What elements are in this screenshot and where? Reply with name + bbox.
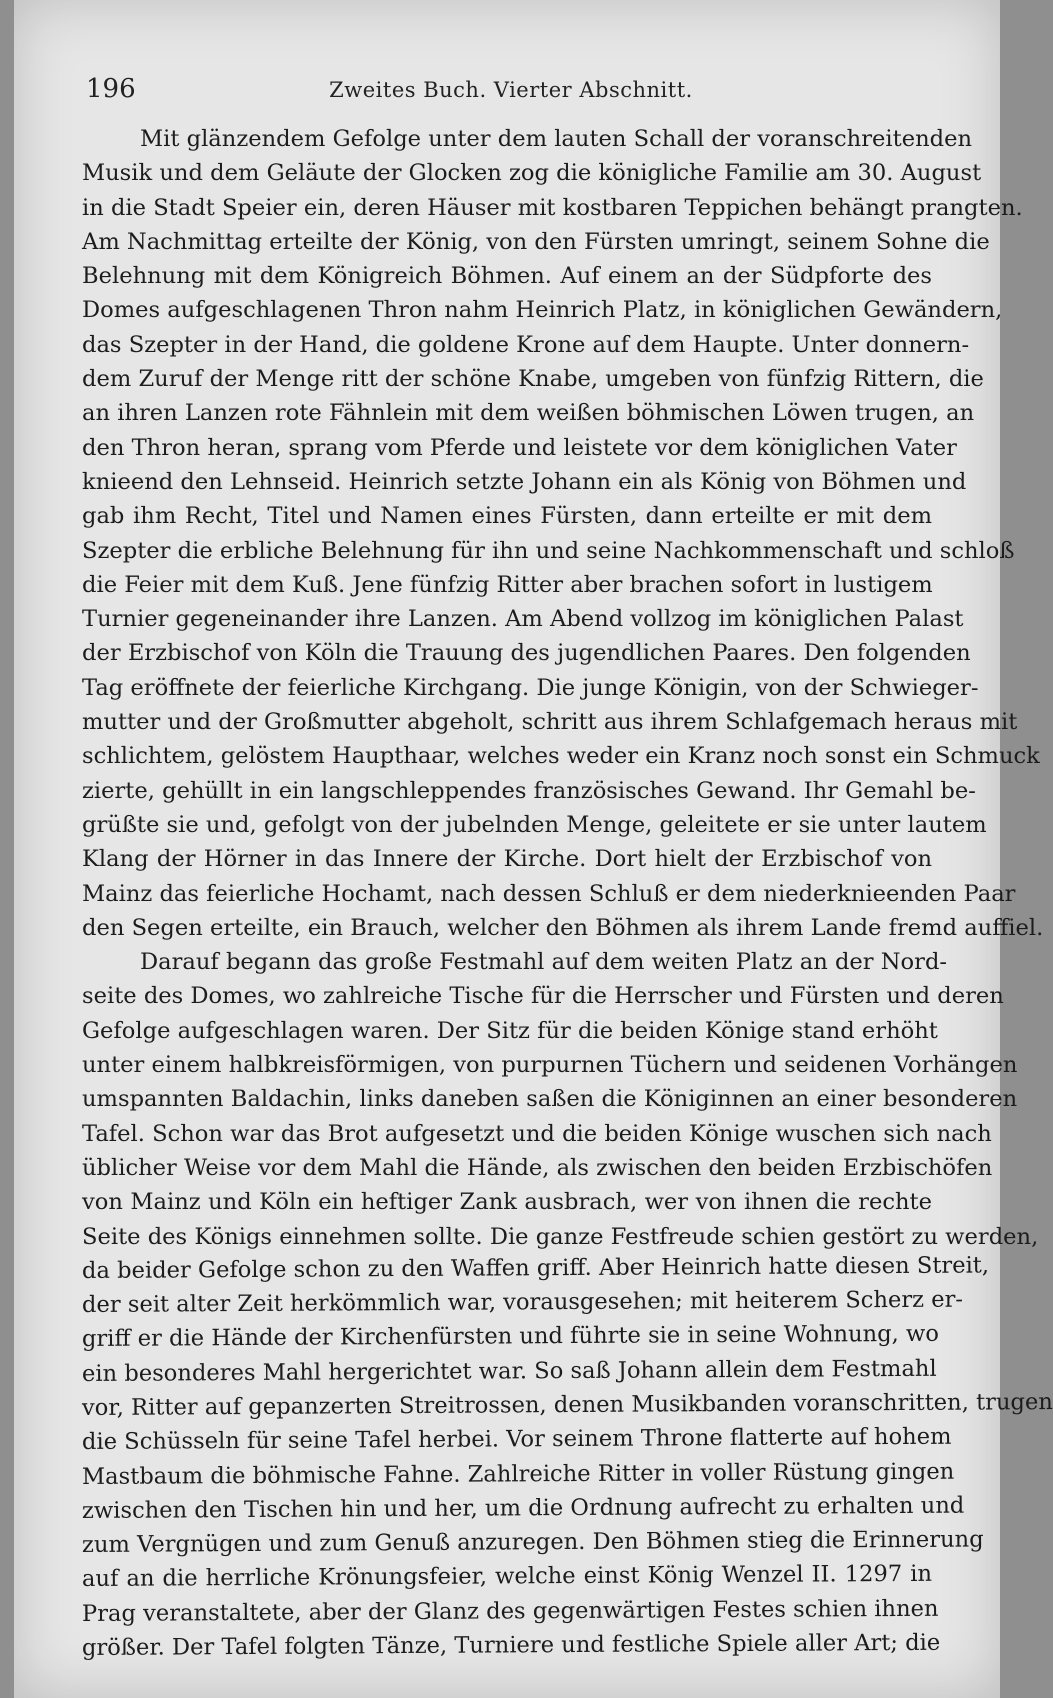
paragraph <box>82 122 1044 945</box>
text-line: Mastbaum die böhmische Fahne. Zahlreiche Ritter in voller Rüstung gingen <box>81 1458 955 1490</box>
text-line: den Thron heran, sprang vom Pferde und leistete vor dem königlichen Vater <box>82 434 957 461</box>
text-line: zwischen den Tischen hin und her, um die Ordnung aufrecht zu erhalten und <box>81 1492 965 1524</box>
text-line: Mainz das feierliche Hochamt, nach dessen Schluß er dem niederknieenden Paar <box>82 880 1016 907</box>
text-line: Klang der Hörner in das Innere der Kirche. Dort hielt der Erzbischof von <box>82 846 932 873</box>
text-line: griff er die Hände der Kirchenfürsten und führte sie in seine Wohnung, wo <box>81 1321 940 1353</box>
text-line: Seite des Königs einnehmen sollte. Die ganze Festfreude schien gestört zu werden, <box>82 1223 1039 1250</box>
text-line: unter einem halbkreisförmigen, von purpurnen Tüchern und seidenen Vorhängen <box>82 1052 1018 1079</box>
text-line: Musik und dem Geläute der Glocken zog die königliche Familie am 30. August <box>82 160 982 187</box>
text-line: vor, Ritter auf gepanzerten Streitrossen, denen Musikbanden voranschritten, trugen <box>81 1389 1053 1421</box>
text-line: mutter und der Großmutter abgeholt, schritt aus ihrem Schlafgemach heraus mit <box>82 709 1018 736</box>
text-line: Darauf begann das große Festmahl auf dem weiten Platz an der Nord- <box>140 949 948 976</box>
text-line: der seit alter Zeit herkömmlich war, vorausgesehen; mit heiterem Scherz er- <box>81 1286 964 1319</box>
text-line: schlichtem, gelöstem Haupthaar, welches weder ein Kranz noch sonst ein Schmuck <box>82 743 1040 770</box>
text-line: die Feier mit dem Kuß. Jene fünfzig Ritter aber brachen sofort in lustigem <box>82 571 933 598</box>
text-line: Am Nachmittag erteilte der König, von den Fürsten umringt, seinem Sohne die <box>82 228 990 255</box>
text-line: gab ihm Recht, Titel und Namen eines Fürsten, dann erteilte er mit dem <box>82 503 932 530</box>
text-line: den Segen erteilte, ein Brauch, welcher den Böhmen als ihrem Lande fremd auffiel. <box>82 914 1044 941</box>
text-line: die Schüsseln für seine Tafel herbei. Vor seinem Throne flatterte auf hohem <box>81 1423 952 1456</box>
text-line: Belehnung mit dem Königreich Böhmen. Auf einem an der Südpforte des <box>82 263 932 290</box>
text-line: Gefolge aufgeschlagen waren. Der Sitz für die beiden Könige stand erhöht <box>82 1017 938 1044</box>
text-line: Mit glänzendem Gefolge unter dem lauten Schall der voranschreitenden <box>140 126 973 152</box>
text-line: dem Zuruf der Menge ritt der schöne Knabe, umgeben von fünfzig Rittern, die <box>82 366 984 393</box>
text-line: das Szepter in der Hand, die goldene Krone auf dem Haupte. Unter donnern- <box>82 331 970 358</box>
text-line: auf an die herrliche Krönungsfeier, welche einst König Wenzel II. 1297 in <box>81 1561 933 1593</box>
text-line: von Mainz und Köln ein heftiger Zank ausbrach, wer von ihnen die rechte <box>82 1189 932 1216</box>
text-line: da beider Gefolge schon zu den Waffen griff. Aber Heinrich hatte diesen Streit, <box>81 1252 990 1284</box>
text-line: größer. Der Tafel folgten Tänze, Turniere und festliche Spiele aller Art; die <box>81 1629 941 1662</box>
text-line: der Erzbischof von Köln die Trauung des jugendlichen Paares. Den folgenden <box>82 640 971 667</box>
text-line: Domes aufgeschlagenen Thron nahm Heinrich Platz, in königlichen Gewändern, <box>82 297 1003 324</box>
text-line: grüßte sie und, gefolgt von der jubelnden Menge, geleitete er sie unter lautem <box>82 811 987 838</box>
text-line: Tag eröffnete der feierliche Kirchgang. Die junge Königin, von der Schwieger- <box>82 674 979 701</box>
text-line: zum Vergnügen und zum Genuß anzuregen. Den Böhmen stieg die Erinnerung <box>81 1526 984 1559</box>
text-line: Tafel. Schon war das Brot aufgesetzt und die beiden Könige wuschen sich nach <box>82 1120 992 1147</box>
text-line: an ihren Lanzen rote Fähnlein mit dem weißen böhmischen Löwen trugen, an <box>82 400 975 427</box>
running-head: Zweites Buch. Vierter Abschnitt. <box>329 78 693 102</box>
text-line: knieend den Lehnseid. Heinrich setzte Johann ein als König von Böhmen und <box>82 468 967 495</box>
paragraph <box>81 945 1053 1665</box>
text-line: Turnier gegeneinander ihre Lanzen. Am Abend vollzog im königlichen Palast <box>82 606 964 633</box>
text-line: Prag veranstaltete, aber der Glanz des gegenwärtigen Festes schien ihnen <box>81 1595 939 1627</box>
book-page <box>14 0 1053 1698</box>
text-line: umspannten Baldachin, links daneben saßen die Königinnen an einer besonderen <box>82 1086 1018 1113</box>
page-number: 196 <box>86 74 136 104</box>
page-header <box>86 70 936 110</box>
text-line: üblicher Weise vor dem Mahl die Hände, als zwischen den beiden Erzbischöfen <box>82 1154 993 1181</box>
text-line: in die Stadt Speier ein, deren Häuser mit kostbaren Teppichen behängt prangten. <box>82 194 1023 221</box>
body-text <box>81 122 1053 1665</box>
text-line: Szepter die erbliche Belehnung für ihn und seine Nachkommenschaft und schloß <box>82 537 1015 564</box>
text-line: ein besonderes Mahl hergerichtet war. So saß Johann allein dem Festmahl <box>81 1355 937 1387</box>
text-line: seite des Domes, wo zahlreiche Tische für die Herrscher und Fürsten und deren <box>82 983 1004 1010</box>
text-line: zierte, gehüllt in ein langschleppendes französisches Gewand. Ihr Gemahl be- <box>82 777 976 804</box>
